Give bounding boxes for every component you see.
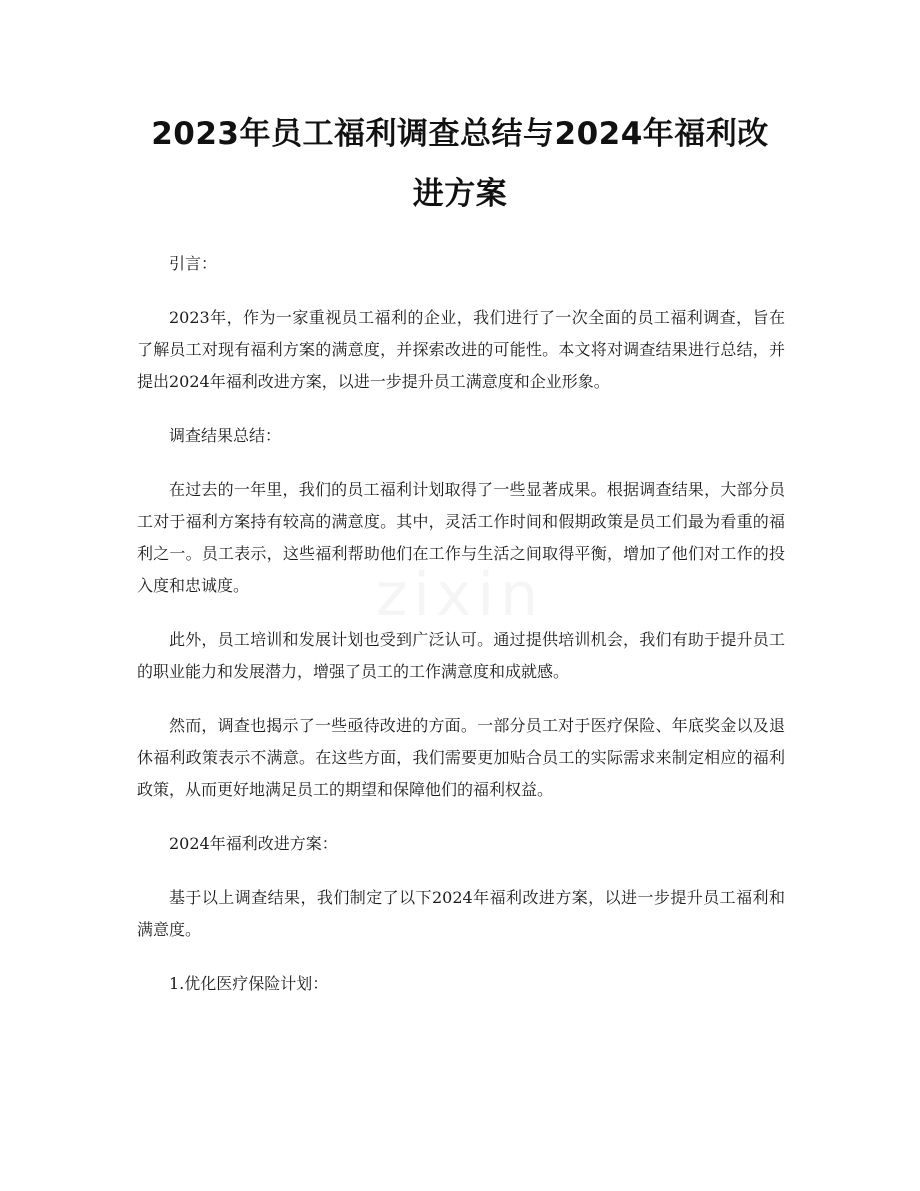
paragraph-summary-3: 然而，调查也揭示了一些亟待改进的方面。一部分员工对于医疗保险、年底奖金以及退休福利政策表示不满意。在这些方面，我们需要更加贴合员工的实际需求来制定相应的福利政策，从而更好地满足员工的期望和保障他们的福利权益。 (137, 716, 785, 799)
paragraph-plan-intro: 基于以上调查结果，我们制定了以下2024年福利改进方案，以进一步提升员工福利和满意度。 (137, 888, 785, 939)
section-heading-intro: 引言： (169, 254, 218, 273)
paragraph-summary-2: 此外，员工培训和发展计划也受到广泛认可。通过提供培训机会，我们有助于提升员工的职业能力和发展潜力，增强了员工的工作满意度和成就感。 (137, 630, 785, 681)
section-heading-plan: 2024年福利改进方案： (169, 834, 338, 853)
document-title (120, 104, 800, 224)
paragraph-intro: 2023年，作为一家重视员工福利的企业，我们进行了一次全面的员工福利调查，旨在了解员工对现有福利方案的满意度，并探索改进的可能性。本文将对调查结果进行总结，并提出2024年福利改进方案，以进一步提升员工满意度和企业形象。 (137, 308, 785, 391)
watermark-logo: zixin (375, 560, 545, 630)
paragraph-summary-1: 在过去的一年里，我们的员工福利计划取得了一些显著成果。根据调查结果，大部分员工对于福利方案持有较高的满意度。其中，灵活工作时间和假期政策是员工们最为看重的福利之一。员工表示，这些福利帮助他们在工作与生活之间取得平衡，增加了他们对工作的投入度和忠诚度。 (137, 480, 785, 595)
document-body (137, 248, 785, 1022)
section-heading-item-1: 1.优化医疗保险计划： (169, 974, 329, 993)
title-line-2: 进方案 (412, 176, 508, 212)
section-heading-summary: 调查结果总结： (169, 426, 282, 445)
title-line-1: 2023年员工福利调查总结与2024年福利改 (151, 116, 769, 152)
